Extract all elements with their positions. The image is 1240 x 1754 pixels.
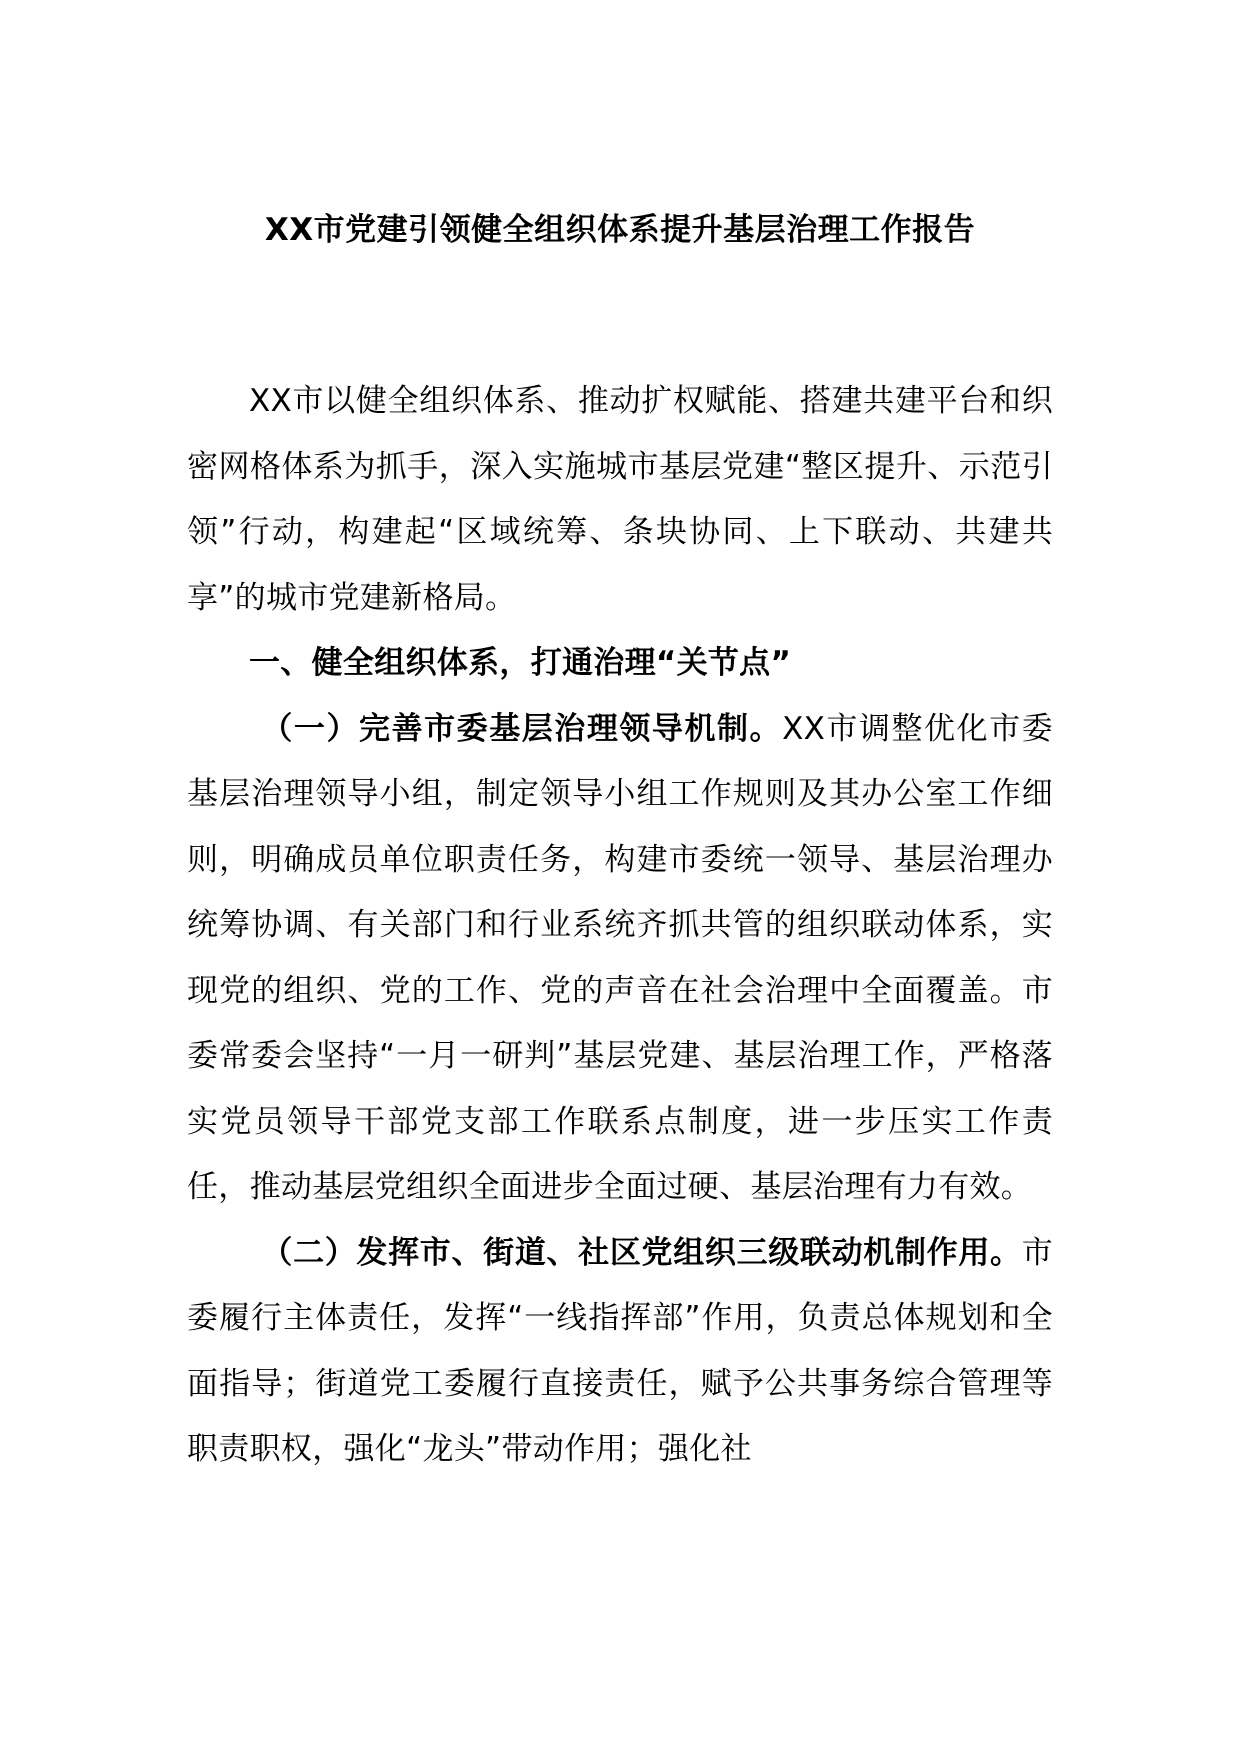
intro-paragraph: XX市以健全组织体系、推动扩权赋能、搭建共建平台和织密网格体系为抓手，深入实施城市基层党建“整区提升、示范引领”行动，构建起“区域统筹、条块协同、上下联动、共建共享”的城市党建新格局。 [187,383,1053,616]
section-heading: 一、健全组织体系，打通治理“关节点” [249,645,792,681]
subsection-text-2: 市委履行主体责任，发挥“一线指挥部”作用，负责总体规划和全面指导；街道党工委履行直接责任，赋予公共事务综合管理等职责职权，强化“龙头”带动作用；强化社 [187,1234,1053,1467]
subsection-paragraph-1 [187,697,1053,1221]
document-body [187,369,1053,1483]
document-title: XX市党建引领健全组织体系提升基层治理工作报告 [264,212,976,248]
subsection-lead-2: （二）发挥市、街道、社区党组织三级联动机制作用。 [261,1234,1022,1271]
subsection-lead-1: （一）完善市委基层治理领导机制。 [261,710,783,747]
subsection-paragraph-2 [187,1221,1053,1483]
subsection-text-1: XX市调整优化市委基层治理领导小组，制定领导小组工作规则及其办公室工作细则，明确成员单位职责任务，构建市委统一领导、基层治理办统筹协调、有关部门和行业系统齐抓共管的组织联动体系，实现党的组织、党的工作、党的声音在社会治理中全面覆盖。市委常委会坚持“一月一研判”基层党建、基层治理工作，严格落实党员领导干部党支部工作联系点制度，进一步压实工作责任，推动基层党组织全面进步全面过硬、基层治理有力有效。 [187,710,1053,1205]
